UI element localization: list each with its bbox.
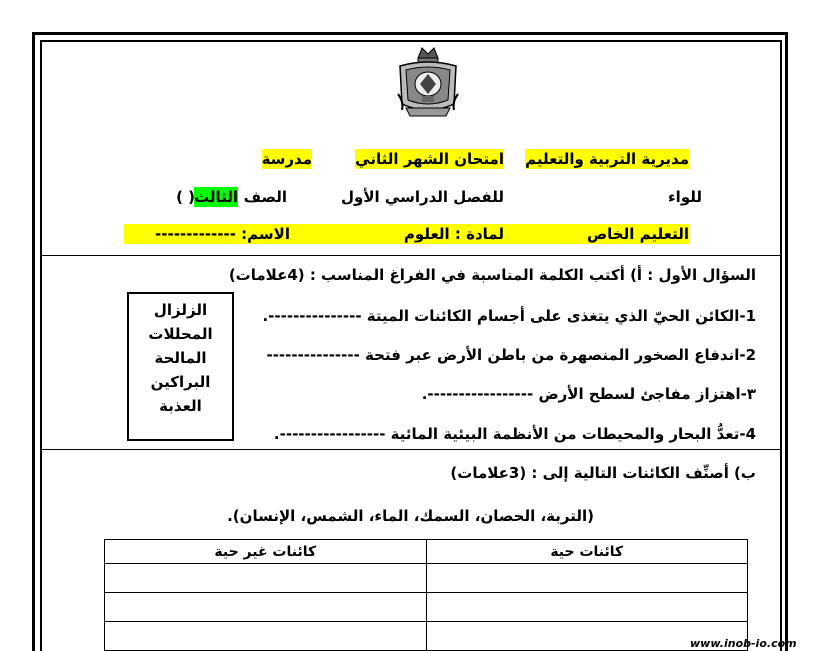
question1-item: 4-تعدُّ البحار والمحيطات من الأنظمة البيئية المائية -----------------.: [273, 425, 756, 443]
footer-url: www.inob-io.com: [690, 637, 797, 650]
question-divider: [42, 449, 782, 450]
grade-label: الصف: [243, 188, 287, 206]
table-row: [105, 593, 748, 622]
exam-title: امتحان الشهر الثاني: [355, 150, 504, 168]
word-bank-item: المالحة: [154, 349, 207, 367]
table-row: [105, 564, 748, 593]
question1-item: ٣-اهتزاز مفاجئ لسطح الأرض -----------------.: [421, 385, 756, 403]
table-cell[interactable]: [105, 593, 427, 622]
table-cell[interactable]: [426, 593, 748, 622]
table-header-nonliving: كائنات غير حية: [105, 540, 427, 564]
table-cell[interactable]: [426, 564, 748, 593]
word-bank-item: البراكين: [150, 373, 211, 391]
question1-item: 2-اندفاع الصخور المنصهرة من باطن الأرض عبر فتحة ---------------: [266, 346, 756, 364]
grade-blank: ( ): [176, 188, 195, 206]
word-bank-box: [127, 292, 234, 441]
header-divider: [42, 255, 782, 256]
crest-emblem: [396, 44, 460, 120]
semester-label: للفصل الدراسي الأول: [341, 188, 504, 206]
subject-label: لمادة : العلوم: [403, 225, 504, 243]
table-header-row: [105, 540, 748, 564]
table-cell[interactable]: [105, 564, 427, 593]
question1b-title: ب) أصنِّف الكائنات التالية إلى : (3علامات): [450, 464, 756, 482]
grade-value: الثالث: [193, 188, 238, 206]
sector-label: التعليم الخاص: [587, 225, 689, 243]
table-cell[interactable]: [105, 622, 427, 651]
school-label: مدرسة: [261, 150, 312, 168]
question1b-list: (التربة، الحصان، السمك، الماء، الشمس، الإنسان).: [227, 507, 594, 525]
word-bank-item: المحللات: [148, 325, 213, 343]
word-bank-item: العذبة: [159, 397, 202, 415]
district-label: للواء: [668, 188, 702, 206]
directorate-label: مديرية التربية والتعليم: [525, 150, 689, 168]
table-header-living: كائنات حية: [426, 540, 748, 564]
name-field: الاسم: -------------: [155, 225, 290, 243]
classification-table: [104, 539, 748, 651]
table-row: [105, 622, 748, 651]
question1-title: السؤال الأول : أ) أكتب الكلمة المناسبة في الفراغ المناسب : (4علامات): [228, 266, 756, 284]
word-bank-item: الزلزال: [153, 301, 208, 319]
question1-item: 1-الكائن الحيّ الذي يتغذى على أجسام الكائنات الميتة ---------------.: [262, 307, 756, 325]
